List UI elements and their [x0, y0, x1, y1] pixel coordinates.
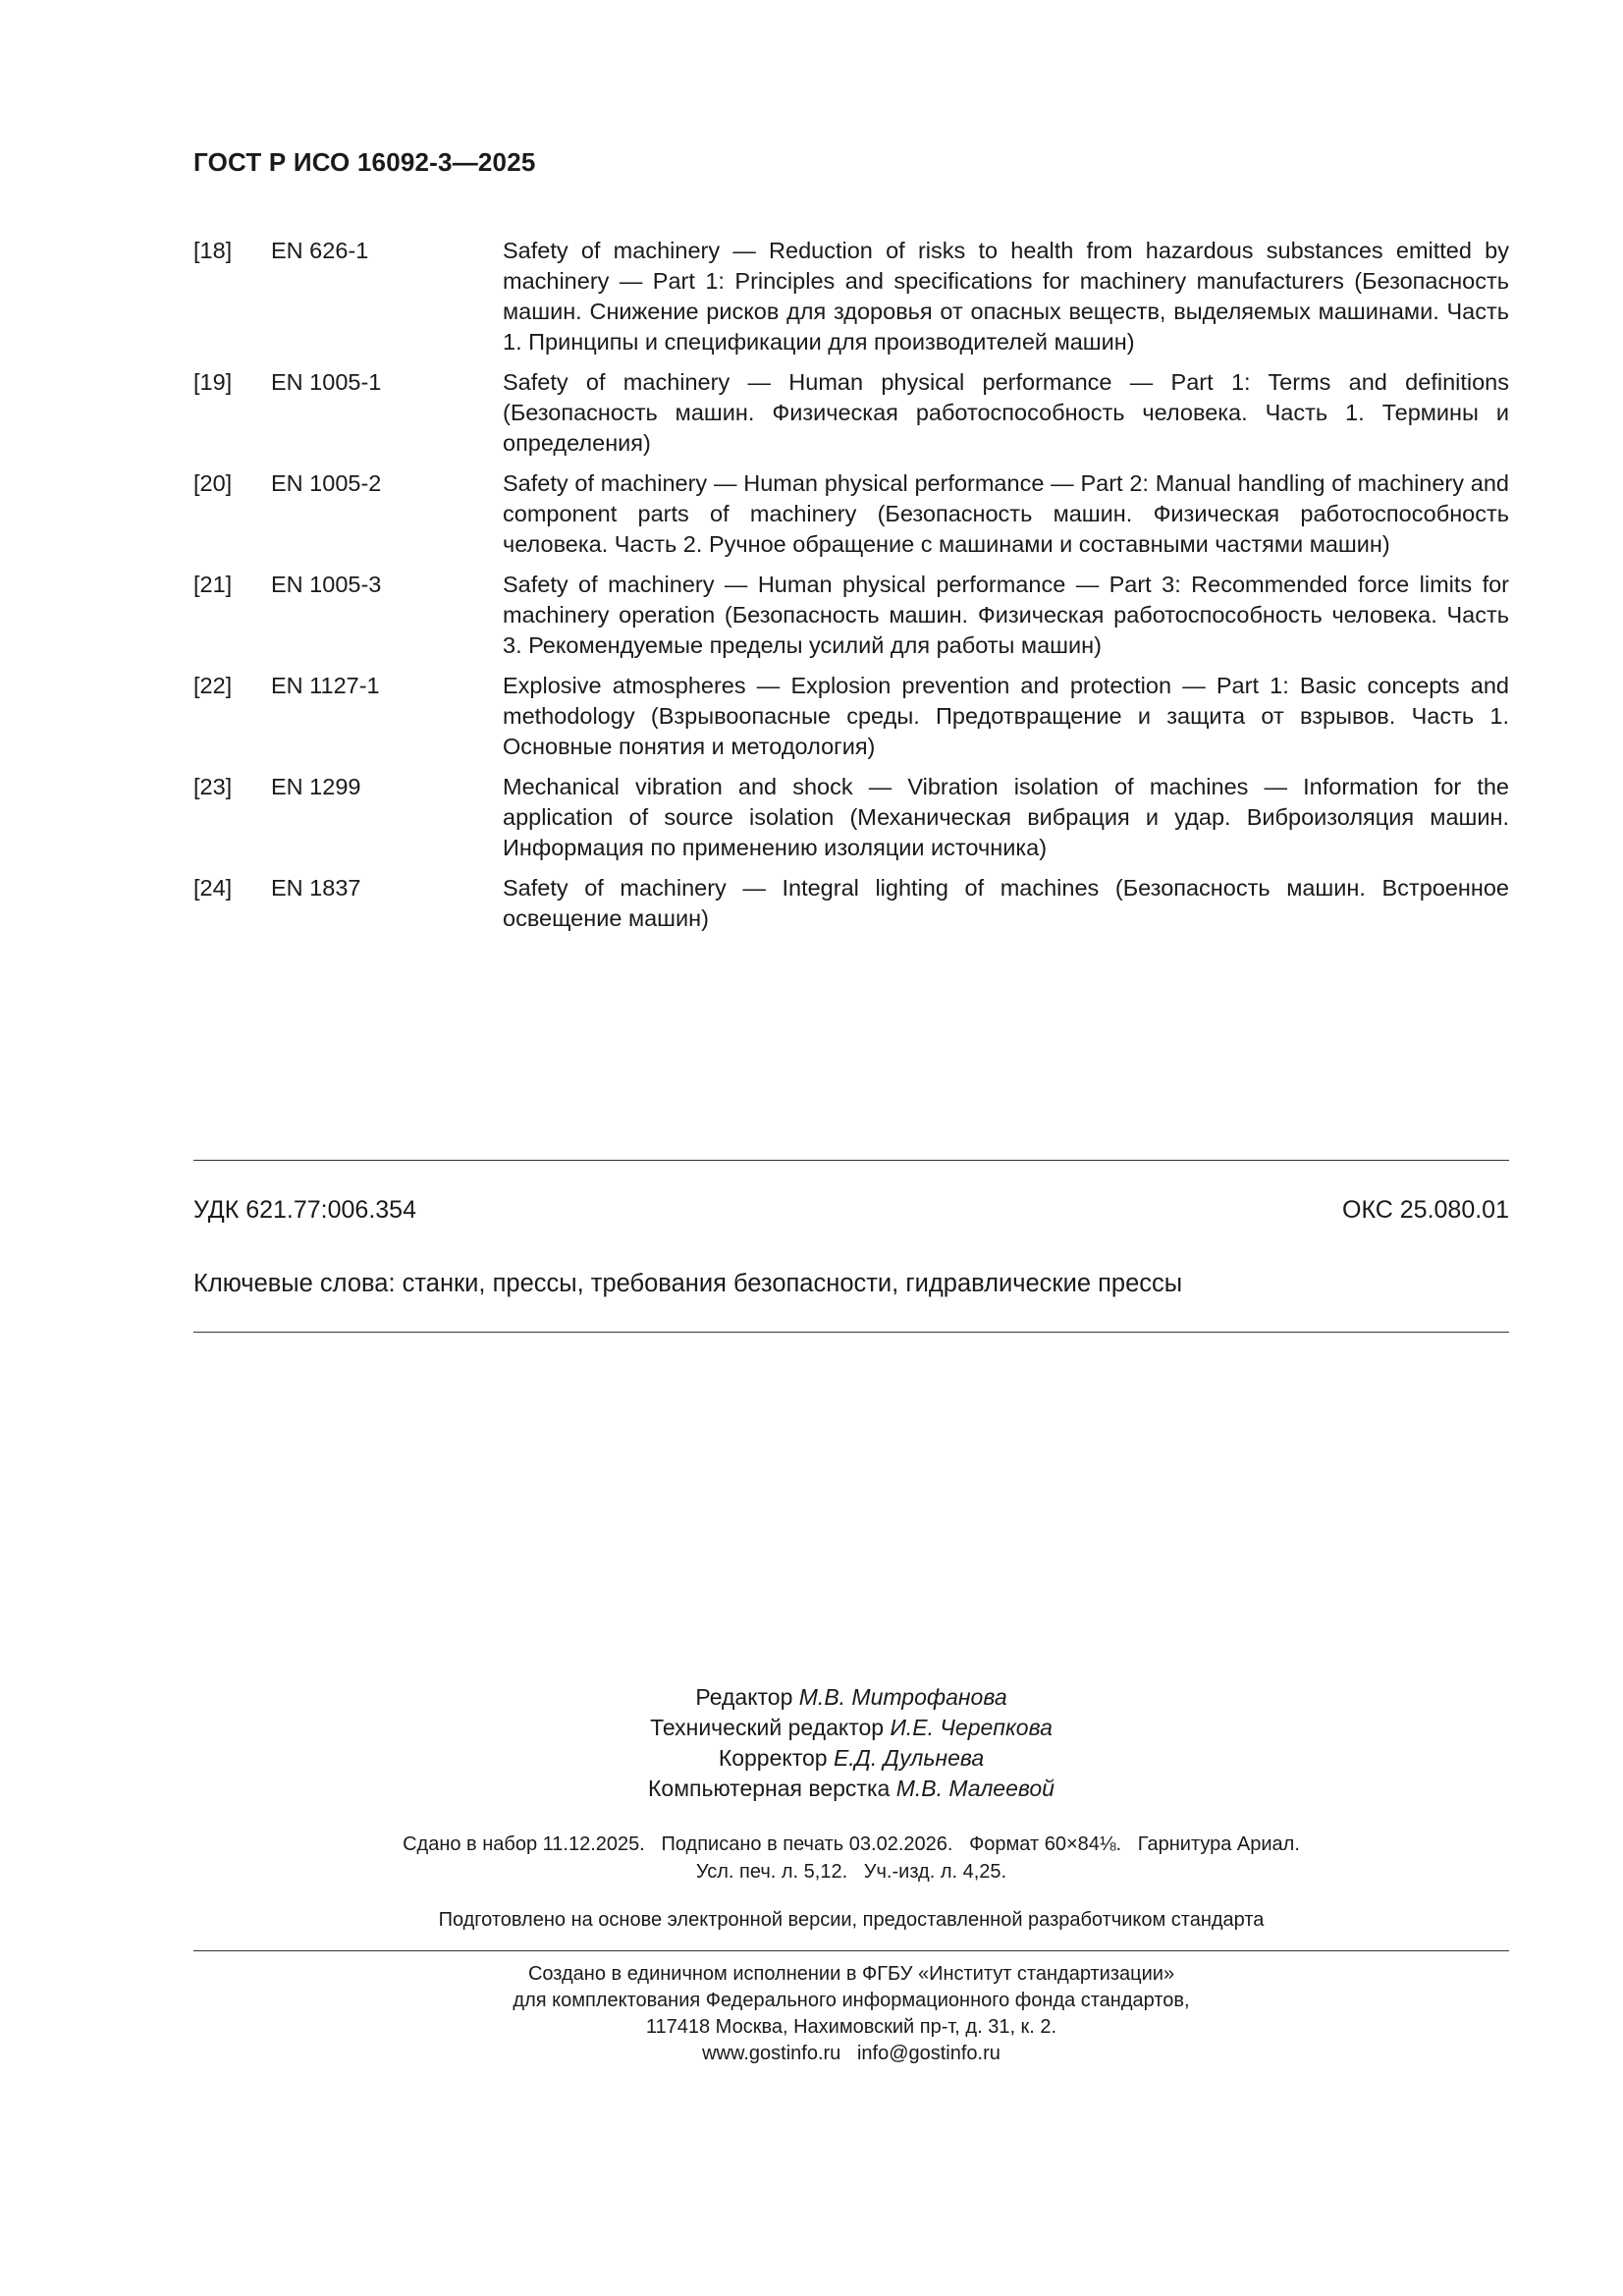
ref-code: EN 1837 [271, 875, 361, 901]
ref-number: [20] [193, 470, 233, 496]
ref-title: Explosive atmospheres — Explosion prevention and protection — Part 1: Basic concepts and methodology (Взрывоопасные среды. Предотвращение и защита от взрывов. Часть 1. Основные понятия и методология) [503, 673, 1509, 759]
publisher-line: для комплектования Федерального информационного фонда стандартов, [513, 1990, 1190, 2011]
divider-bottom [193, 1950, 1509, 1951]
publisher-contacts: www.gostinfo.ru info@gostinfo.ru [702, 2043, 1001, 2064]
ref-code: EN 1005-3 [271, 572, 382, 597]
divider-keywords [193, 1332, 1509, 1333]
credit-role: Технический редактор [650, 1715, 885, 1740]
editorial-credits [193, 1682, 1509, 1804]
ref-code: EN 1005-1 [271, 369, 382, 395]
credit-person: М.В. Митрофанова [798, 1684, 1007, 1710]
credit-role: Компьютерная верстка [648, 1776, 891, 1801]
ref-title: Safety of machinery — Human physical performance — Part 3: Recommended force limits for machinery operation (Безопасность машин. Физическая работоспособность человека. Часть 3. Рекомендуемые пределы усилий для работы машин) [503, 572, 1509, 658]
bibliography-entry [193, 772, 1509, 863]
ref-number: [22] [193, 673, 233, 698]
ref-code: EN 626-1 [271, 238, 369, 263]
credit-person: М.В. Малеевой [895, 1776, 1055, 1801]
credit-line [193, 1774, 1509, 1804]
ref-code: EN 1127-1 [271, 673, 380, 698]
credit-line [193, 1713, 1509, 1743]
ref-number: [21] [193, 572, 233, 597]
publisher-info [193, 1961, 1509, 2067]
ref-title: Safety of machinery — Human physical performance — Part 1: Terms and definitions (Безопасность машин. Физическая работоспособность человека. Часть 1. Термины и определения) [503, 369, 1509, 456]
oks-code: ОКС 25.080.01 [1342, 1196, 1509, 1224]
bibliography-entry [193, 468, 1509, 560]
credit-line [193, 1743, 1509, 1774]
ref-number: [24] [193, 875, 233, 901]
bibliography-entry [193, 236, 1509, 357]
bibliography-entry [193, 671, 1509, 762]
bibliography-entry [193, 873, 1509, 934]
udk-code: УДК 621.77:006.354 [193, 1196, 416, 1224]
ref-number: [23] [193, 774, 233, 799]
credit-person: И.Е. Черепкова [890, 1715, 1053, 1740]
ref-title: Safety of machinery — Integral lighting of machines (Безопасность машин. Встроенное освещение машин) [503, 875, 1509, 931]
credit-role: Редактор [695, 1684, 793, 1710]
publisher-line: 117418 Москва, Нахимовский пр-т, д. 31, к. 2. [645, 2016, 1057, 2038]
credit-line [193, 1682, 1509, 1713]
bibliography-entry [193, 570, 1509, 661]
divider-top [193, 1160, 1509, 1161]
bibliography-list [193, 236, 1509, 944]
prepared-note: Подготовлено на основе электронной версии, предоставленной разработчиком стандарта [438, 1909, 1265, 1931]
bibliography-entry [193, 367, 1509, 459]
document-header: ГОСТ Р ИСО 16092-3—2025 [193, 147, 536, 177]
publisher-line: Создано в единичном исполнении в ФГБУ «Институт стандартизации» [527, 1963, 1175, 1985]
ref-number: [19] [193, 369, 233, 395]
credit-person: Е.Д. Дульнева [833, 1745, 985, 1771]
print-info [193, 1831, 1509, 1886]
keywords: Ключевые слова: станки, прессы, требования безопасности, гидравлические прессы [193, 1270, 1183, 1297]
ref-code: EN 1299 [271, 774, 361, 799]
ref-title: Safety of machinery — Human physical performance — Part 2: Manual handling of machinery and component parts of machinery (Безопасность машин. Физическая работоспособность человека. Часть 2. Ручное обращение с машинами и составными частями машин) [503, 470, 1509, 557]
print-info-line: Усл. печ. л. 5,12. Уч.-изд. л. 4,25. [695, 1861, 1007, 1883]
ref-code: EN 1005-2 [271, 470, 382, 496]
ref-number: [18] [193, 238, 233, 263]
print-info-line: Сдано в набор 11.12.2025. Подписано в печать 03.02.2026. Формат 60×84⅛. Гарнитура Ариал. [403, 1833, 1300, 1855]
ref-title: Mechanical vibration and shock — Vibration isolation of machines — Information for the application of source isolation (Механическая вибрация и удар. Виброизоляция машин. Информация по применению изоляции источника) [503, 774, 1509, 860]
ref-title: Safety of machinery — Reduction of risks to health from hazardous substances emitted by machinery — Part 1: Principles and specifications for machinery manufacturers (Безопасность машин. Снижение рисков для здоровья от опасных веществ, выделяемых машинами. Часть 1. Принципы и спецификации для производителей машин) [503, 238, 1509, 355]
credit-role: Корректор [718, 1745, 828, 1771]
